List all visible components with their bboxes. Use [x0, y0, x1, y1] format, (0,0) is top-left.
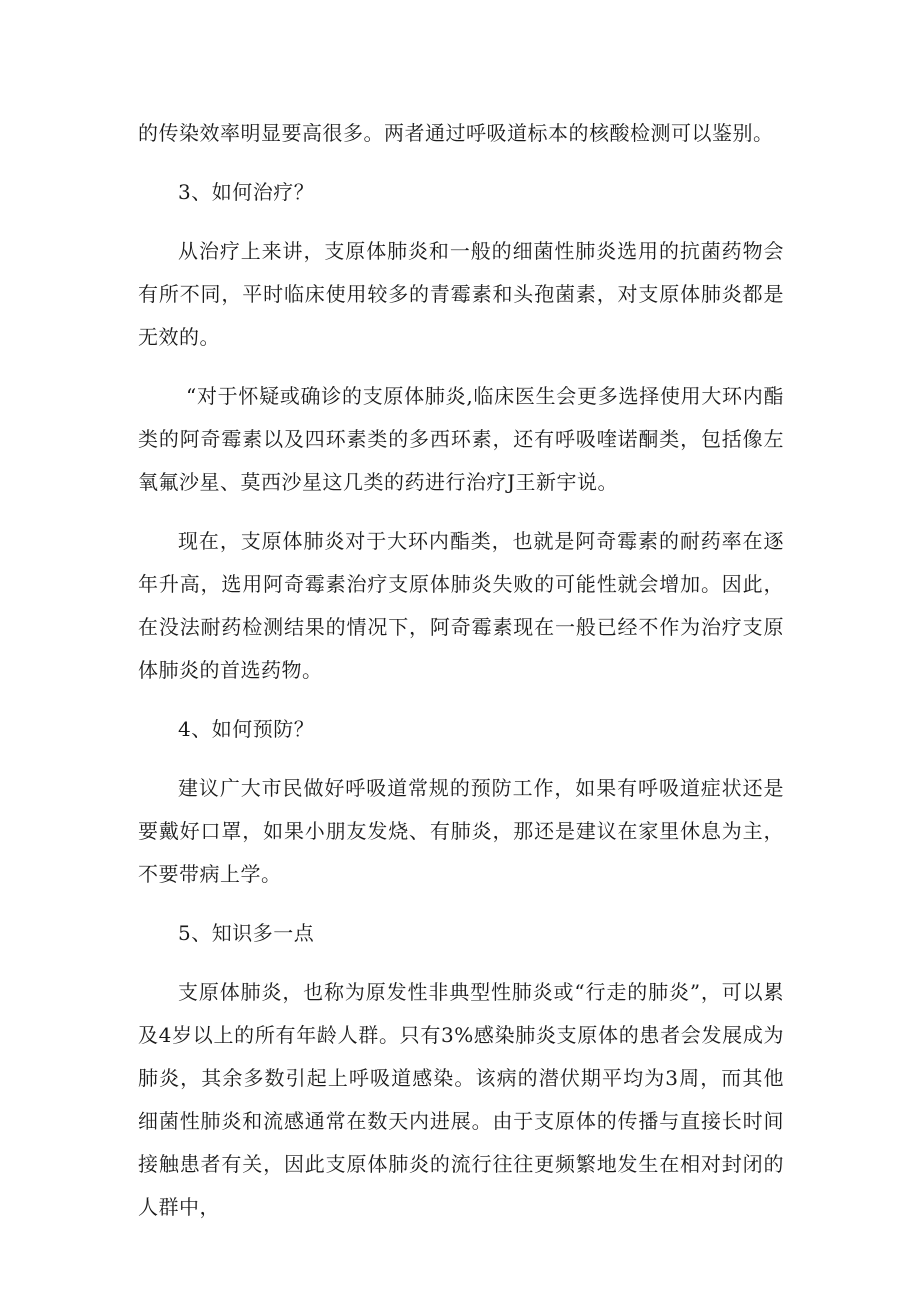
paragraph-doctor-quote: “对于怀疑或确诊的支原体肺炎,临床医生会更多选择使用大环内酯类的阿奇霉素以及四环素类的多西环素，还有呼吸喹诺酮类，包括像左氧氟沙星、莫西沙星这几类的药进行治疗J王新宇说。 [138, 384, 784, 494]
paragraph-continuation: 的传染效率明显要高很多。两者通过呼吸道标本的核酸检测可以鉴别。 [138, 121, 774, 145]
paragraph-treatment-intro: 从治疗上来讲，支原体肺炎和一般的细菌性肺炎选用的抗菌药物会有所不同，平时临床使用较多的青霉素和头孢菌素，对支原体肺炎都是无效的。 [138, 239, 784, 349]
paragraph-prevention: 建议广大市民做好呼吸道常规的预防工作，如果有呼吸道症状还是要戴好口罩，如果小朋友发烧、有肺炎，那还是建议在家里休息为主，不要带病上学。 [138, 776, 784, 886]
paragraph-resistance: 现在，支原体肺炎对于大环内酯类，也就是阿奇霉素的耐药率在逐年升高，选用阿奇霉素治疗支原体肺炎失败的可能性就会增加。因此，在没法耐药检测结果的情况下，阿奇霉素现在一般已经不作为治疗支原体肺炎的首选药物。 [138, 529, 784, 682]
document-body [138, 112, 784, 1245]
section-heading-prevention: 4、如何预防？ [178, 717, 315, 741]
paragraph-knowledge: 支原体肺炎，也称为原发性非典型性肺炎或“行走的肺炎”，可以累及4岁以上的所有年龄人群。只有3%感染肺炎支原体的患者会发展成为肺炎，其余多数引起上呼吸道感染。该病的潜伏期平均为3周，而其他细菌性肺炎和流感通常在数天内进展。由于支原体的传播与直接长时间接触患者有关，因此支原体肺炎的流行往往更频繁地发生在相对封闭的人群中， [138, 980, 784, 1219]
section-heading-treatment: 3、如何治疗？ [178, 180, 315, 204]
section-heading-knowledge: 5、知识多一点 [178, 921, 315, 945]
